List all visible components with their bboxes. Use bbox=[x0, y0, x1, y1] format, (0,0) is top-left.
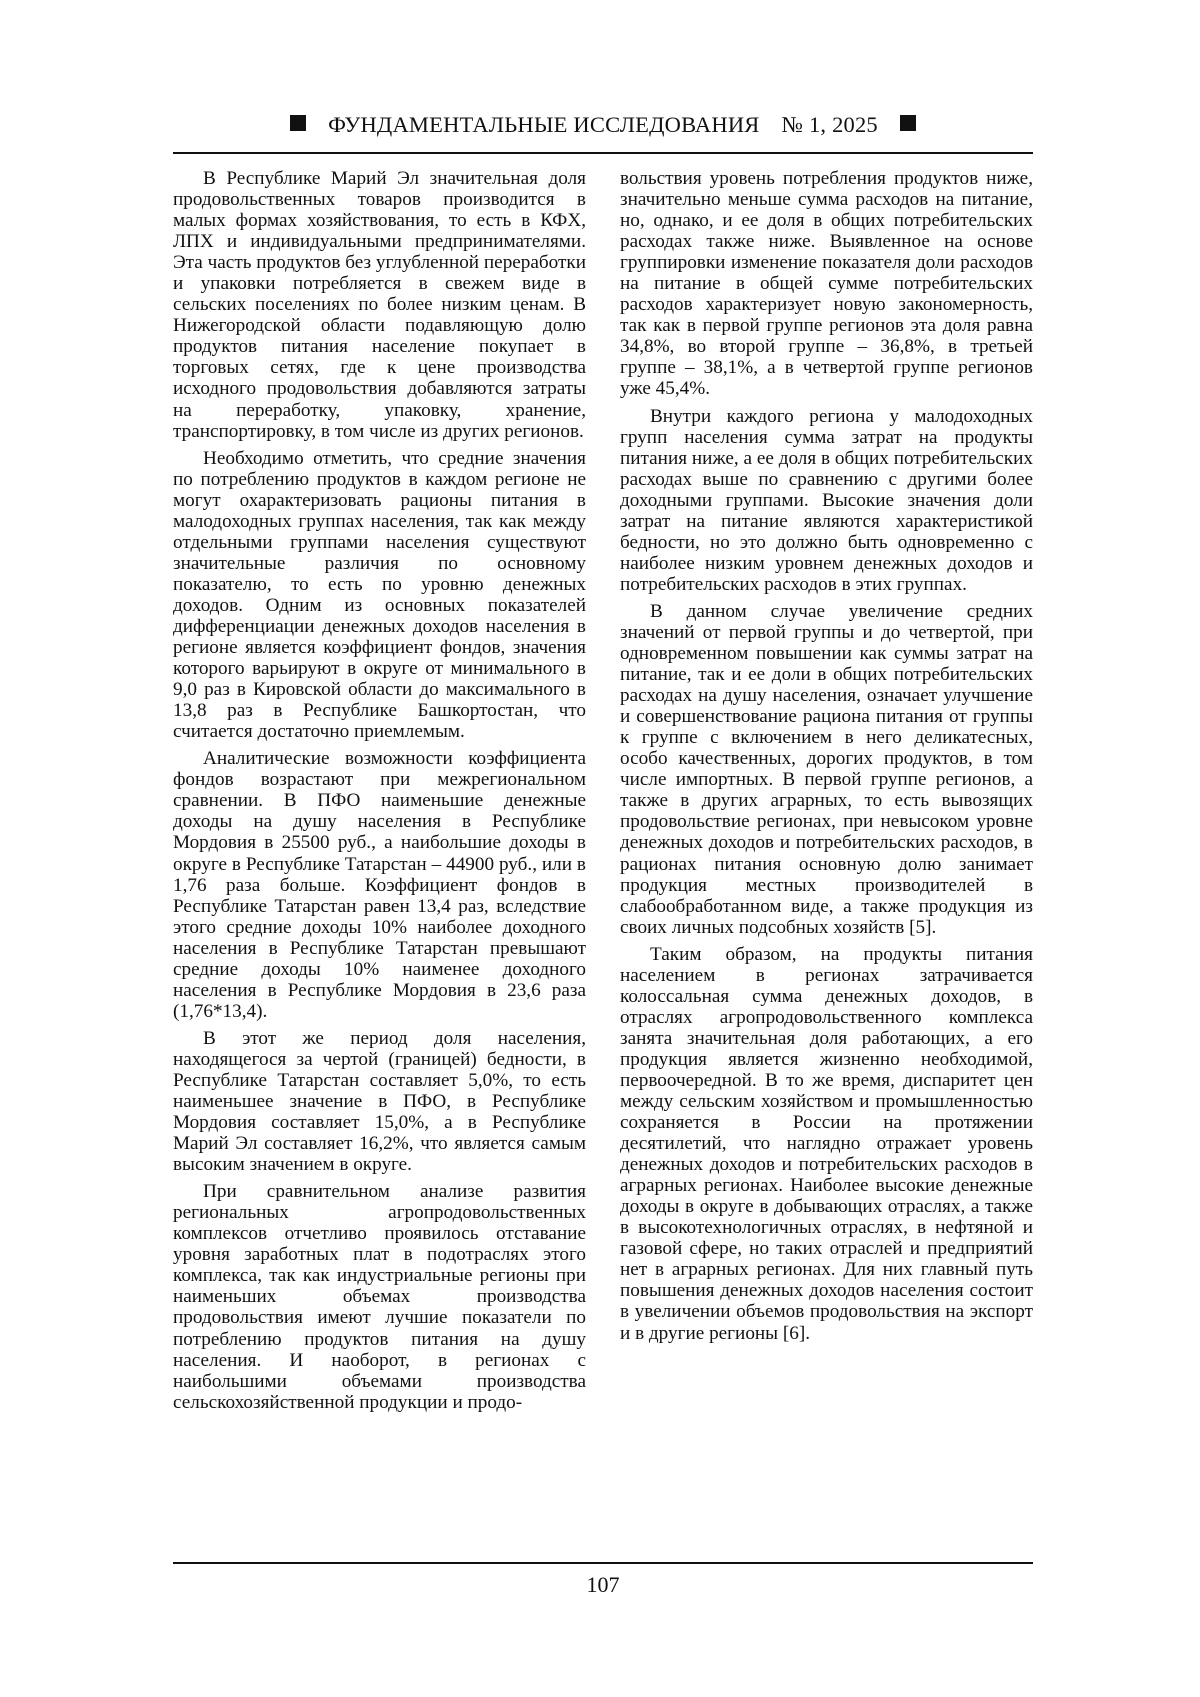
issue-number: № 1, 2025 bbox=[781, 112, 878, 137]
header-rule bbox=[173, 152, 1033, 154]
right-column bbox=[620, 168, 1033, 1548]
paragraph: Внутри каждого региона у малодоходных групп населения сумма затрат на продукты питания ниже, а ее доля в общих потребительских расходах выше по сравнению с другими более доходными группами. Высокие значения доли затрат на питание являются характеристикой бедности, но это должно быть одновременно с наиболее низким уровнем денежных доходов и потребительских расходов в этих группах. bbox=[620, 405, 1033, 595]
paragraph: В этот же период доля населения, находящегося за чертой (границей) бедности, в Республике Татарстан составляет 5,0%, то есть наименьшее значение в ПФО, в Республике Мордовия составляет 15,0%, а в Республике Марий Эл составляет 16,2%, что является самым высоким значением в округе. bbox=[173, 1027, 586, 1176]
left-column bbox=[173, 168, 586, 1548]
paragraph: В Республике Марий Эл значительная доля продовольственных товаров производится в малых формах хозяйствования, то есть в КФХ, ЛПХ и индивидуальными предпринимателями. Эта часть продуктов без углубленной переработки и упаковки потребляется в свежем виде в сельских поселениях по более низким ценам. В Нижегородской области подавляющую долю продуктов питания население покупает в торговых сетях, где к цене производства исходного продовольствия добавляются затраты на переработку, упаковку, хранение, транспортировку, в том числе из других регионов. bbox=[173, 168, 586, 442]
paragraph: Таким образом, на продукты питания населением в регионах затрачивается колоссальная сумма денежных доходов, в отраслях агропродовольственного комплекса занята значительная доля работающих, а его продукция является жизненно необходимой, первоочередной. В то же время, диспаритет цен между сельским хозяйством и промышленностью сохраняется в России на протяжении десятилетий, что наглядно отражает уровень денежных доходов и потребительских расходов в аграрных регионах. Наиболее высокие денежные доходы в округе в добывающих отраслях, а также в высокотехнологичных отраслях, в нефтяной и газовой сфере, но таких отраслей и предприятий нет в аграрных регионах. Для них главный путь повышения денежных доходов населения состоит в увеличении объемов продовольствия на экспорт и в другие регионы [6]. bbox=[620, 943, 1033, 1344]
paragraph: В данном случае увеличение средних значений от первой группы и до четвертой, при одновременном повышении как суммы затрат на питание, так и ее доли в общих потребительских расходах на душу населения, означает улучшение и совершенствование рациона питания от группы к группе с включением в него деликатесных, особо качественных, дорогих продуктов, в том числе импортных. В первой группе регионов, а также в других аграрных, то есть вывозящих продовольствие регионах, при невысоком уровне денежных доходов и потребительских расходов, в рационах питания основную долю занимает продукция местных производителей в слабообработанном виде, а также продукция из своих личных подсобных хозяйств [5]. bbox=[620, 600, 1033, 938]
paragraph: Аналитические возможности коэффициента фондов возрастают при межрегиональном сравнении. В ПФО наименьшие денежные доходы на душу населения в Республике Мордовия в 25500 руб., а наибольшие доходы в округе в Республике Татарстан – 44900 руб., или в 1,76 раза больше. Коэффициент фондов в Республике Татарстан равен 13,4 раз, вследствие этого средние доходы 10% наиболее доходного населения в Республике Татарстан превышают средние доходы 10% наименее доходного населения в Республике Мордовия в 23,6 раза (1,76*13,4). bbox=[173, 748, 586, 1022]
square-bullet-icon bbox=[900, 115, 916, 131]
journal-title: ФУНДАМЕНТАЛЬНЫЕ ИССЛЕДОВАНИЯ bbox=[328, 112, 760, 137]
footer-rule bbox=[173, 1562, 1033, 1564]
paragraph-continued: вольствия уровень потребления продуктов ниже, значительно меньше сумма расходов на питание, но, однако, и ее доля в общих потребительских расходах также ниже. Выявленное на основе группировки изменение показателя доли расходов на питание в общей сумме потребительских расходов характеризует новую закономерность, так как в первой группе регионов эта доля равна 34,8%, во второй группе – 36,8%, в третьей группе – 38,1%, а в четвертой группе регионов уже 45,4%. bbox=[620, 168, 1033, 400]
paragraph: При сравнительном анализе развития региональных агропродовольственных комплексов отчетливо проявилось отставание уровня заработных плат в подотраслях этого комплекса, так как индустриальные регионы при наименьших объемах производства продовольствия имеют лучшие показатели по потреблению продуктов питания на душу населения. И наоборот, в регионах с наибольшими объемами производства сельскохозяйственной продукции и продо- bbox=[173, 1181, 586, 1413]
square-bullet-icon bbox=[290, 115, 306, 131]
page-number: 107 bbox=[586, 1572, 620, 1597]
running-header bbox=[173, 112, 1033, 152]
paragraph: Необходимо отметить, что средние значения по потреблению продуктов в каждом регионе не могут охарактеризовать рационы питания в малодоходных группах населения, так как между отдельными группами населения существуют значительные различия по основному показателю, то есть по уровню денежных доходов. Одним из основных показателей дифференциации денежных доходов населения в регионе является коэффициент фондов, значения которого варьируют в округе от минимального в 9,0 раз в Кировской области до максимального в 13,8 раз в Республике Башкортостан, что считается достаточно приемлемым. bbox=[173, 447, 586, 743]
